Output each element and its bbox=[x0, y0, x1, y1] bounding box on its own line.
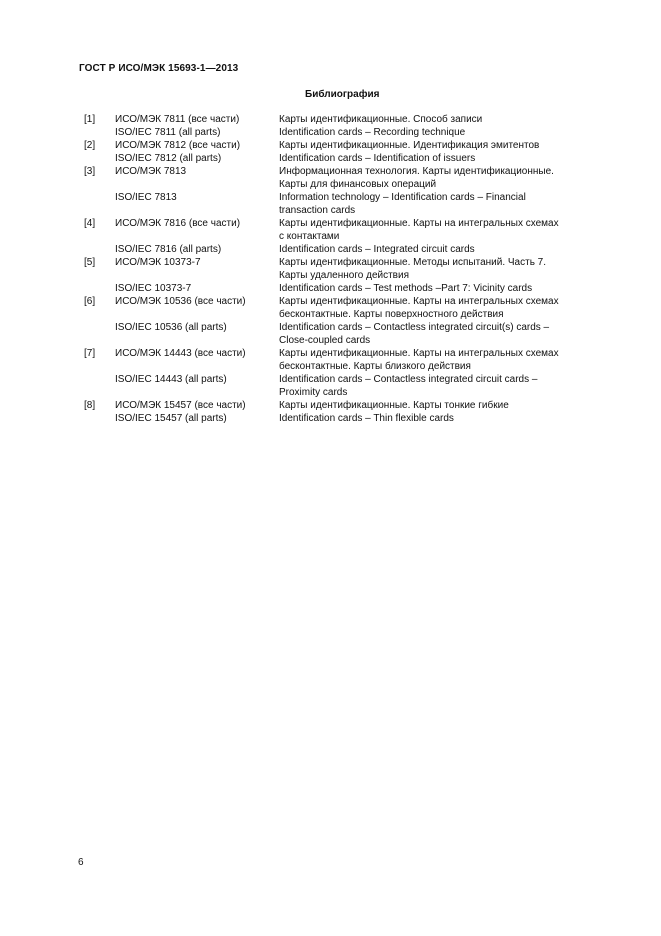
page-number: 6 bbox=[78, 857, 84, 868]
standard-title-line: Карты идентификационные. Карты на интегральных схемах bbox=[279, 218, 559, 229]
standard-title-line: Identification cards – Recording technique bbox=[279, 127, 466, 138]
standard-title-line: Карты идентификационные. Карты на интегральных схемах bbox=[279, 296, 559, 307]
standard-title-line: Информационная технология. Карты идентификационные. bbox=[279, 166, 554, 177]
standard-title bbox=[279, 256, 604, 282]
standard-title bbox=[279, 113, 604, 126]
standard-title-line: Карты идентификационные. Способ записи bbox=[279, 114, 483, 125]
entry-number: [8] bbox=[84, 400, 96, 411]
entry-number: [6] bbox=[84, 296, 96, 307]
bibliography-entry bbox=[84, 113, 604, 139]
bibliography-entry bbox=[84, 217, 604, 256]
standard-title bbox=[279, 282, 604, 295]
standard-title-line: Карты идентификационные. Карты на интегральных схемах bbox=[279, 348, 559, 359]
standard-title bbox=[279, 217, 604, 243]
entry-line bbox=[84, 282, 604, 295]
bibliography-entry bbox=[84, 256, 604, 295]
bibliography-entry bbox=[84, 295, 604, 347]
standard-designation: ISO/IEC 7816 (all parts) bbox=[115, 244, 222, 255]
bibliography-list bbox=[84, 113, 604, 425]
bibliography-entry bbox=[84, 399, 604, 425]
standard-title-line: Information technology – Identification cards – Financial bbox=[279, 192, 526, 203]
standard-title bbox=[279, 152, 604, 165]
standard-designation: ISO/IEC 10373-7 bbox=[115, 283, 192, 294]
standard-designation: ISO/IEC 7813 bbox=[115, 192, 177, 203]
standard-designation: ИСО/МЭК 7811 (все части) bbox=[115, 114, 240, 125]
entry-number: [2] bbox=[84, 140, 96, 151]
entry-line bbox=[84, 191, 604, 217]
standard-designation: ИСО/МЭК 15457 (все части) bbox=[115, 400, 246, 411]
entry-number: [4] bbox=[84, 218, 96, 229]
bibliography-entry bbox=[84, 139, 604, 165]
standard-title-line: Identification cards – Contactless integrated circuit(s) cards – bbox=[279, 322, 550, 333]
standard-title bbox=[279, 191, 604, 217]
standard-title-line: Close-coupled cards bbox=[279, 335, 371, 346]
standard-title-line: Карты идентификационные. Карты тонкие гибкие bbox=[279, 400, 509, 411]
entry-line bbox=[84, 399, 604, 412]
standard-title-line: Proximity cards bbox=[279, 387, 348, 398]
standard-title-line: бесконтактные. Карты близкого действия bbox=[279, 361, 471, 372]
standard-designation: ИСО/МЭК 10536 (все части) bbox=[115, 296, 246, 307]
standard-designation: ISO/IEC 7812 (all parts) bbox=[115, 153, 222, 164]
entry-line bbox=[84, 126, 604, 139]
entry-number: [3] bbox=[84, 166, 96, 177]
bibliography-entry bbox=[84, 347, 604, 399]
standard-designation: ISO/IEC 10536 (all parts) bbox=[115, 322, 227, 333]
standard-title bbox=[279, 412, 604, 425]
entry-number: [5] bbox=[84, 257, 96, 268]
document-code-header: ГОСТ Р ИСО/МЭК 15693-1—2013 bbox=[79, 63, 239, 74]
standard-title bbox=[279, 165, 604, 191]
entry-number: [7] bbox=[84, 348, 96, 359]
entry-line bbox=[84, 217, 604, 243]
standard-title bbox=[279, 399, 604, 412]
standard-designation: ИСО/МЭК 14443 (все части) bbox=[115, 348, 246, 359]
standard-title-line: Карты идентификационные. Методы испытаний. Часть 7. bbox=[279, 257, 547, 268]
standard-title-line: Identification cards – Contactless integrated circuit cards – bbox=[279, 374, 538, 385]
standard-title-line: с контактами bbox=[279, 231, 340, 242]
entry-line bbox=[84, 373, 604, 399]
standard-title-line: Карты удаленного действия bbox=[279, 270, 409, 281]
entry-line bbox=[84, 113, 604, 126]
entry-line bbox=[84, 321, 604, 347]
standard-title bbox=[279, 295, 604, 321]
bibliography-title: Библиография bbox=[305, 89, 380, 100]
entry-line bbox=[84, 139, 604, 152]
standard-title-line: Identification cards – Test methods –Part 7: Vicinity cards bbox=[279, 283, 533, 294]
entry-number: [1] bbox=[84, 114, 96, 125]
standard-designation: ИСО/МЭК 7813 bbox=[115, 166, 187, 177]
entry-line bbox=[84, 412, 604, 425]
standard-title-line: Identification cards – Identification of issuers bbox=[279, 153, 476, 164]
standard-title-line: Карты идентификационные. Идентификация эмитентов bbox=[279, 140, 540, 151]
standard-title bbox=[279, 347, 604, 373]
standard-title bbox=[279, 373, 604, 399]
standard-title bbox=[279, 126, 604, 139]
standard-designation: ИСО/МЭК 7812 (все части) bbox=[115, 140, 241, 151]
standard-title-line: бесконтактные. Карты поверхностного действия bbox=[279, 309, 504, 320]
standard-designation: ISO/IEC 14443 (all parts) bbox=[115, 374, 227, 385]
entry-line bbox=[84, 165, 604, 191]
entry-line bbox=[84, 256, 604, 282]
standard-title bbox=[279, 321, 604, 347]
standard-designation: ISO/IEC 15457 (all parts) bbox=[115, 413, 227, 424]
standard-designation: ИСО/МЭК 10373-7 bbox=[115, 257, 201, 268]
entry-line bbox=[84, 152, 604, 165]
standard-title-line: transaction cards bbox=[279, 205, 356, 216]
standard-title bbox=[279, 243, 604, 256]
entry-line bbox=[84, 295, 604, 321]
standard-title-line: Identification cards – Integrated circuit cards bbox=[279, 244, 475, 255]
standard-title bbox=[279, 139, 604, 152]
standard-title-line: Identification cards – Thin flexible cards bbox=[279, 413, 454, 424]
entry-line bbox=[84, 347, 604, 373]
entry-line bbox=[84, 243, 604, 256]
standard-designation: ИСО/МЭК 7816 (все части) bbox=[115, 218, 241, 229]
standard-title-line: Карты для финансовых операций bbox=[279, 179, 437, 190]
bibliography-entry bbox=[84, 165, 604, 217]
standard-designation: ISO/IEC 7811 (all parts) bbox=[115, 127, 221, 138]
